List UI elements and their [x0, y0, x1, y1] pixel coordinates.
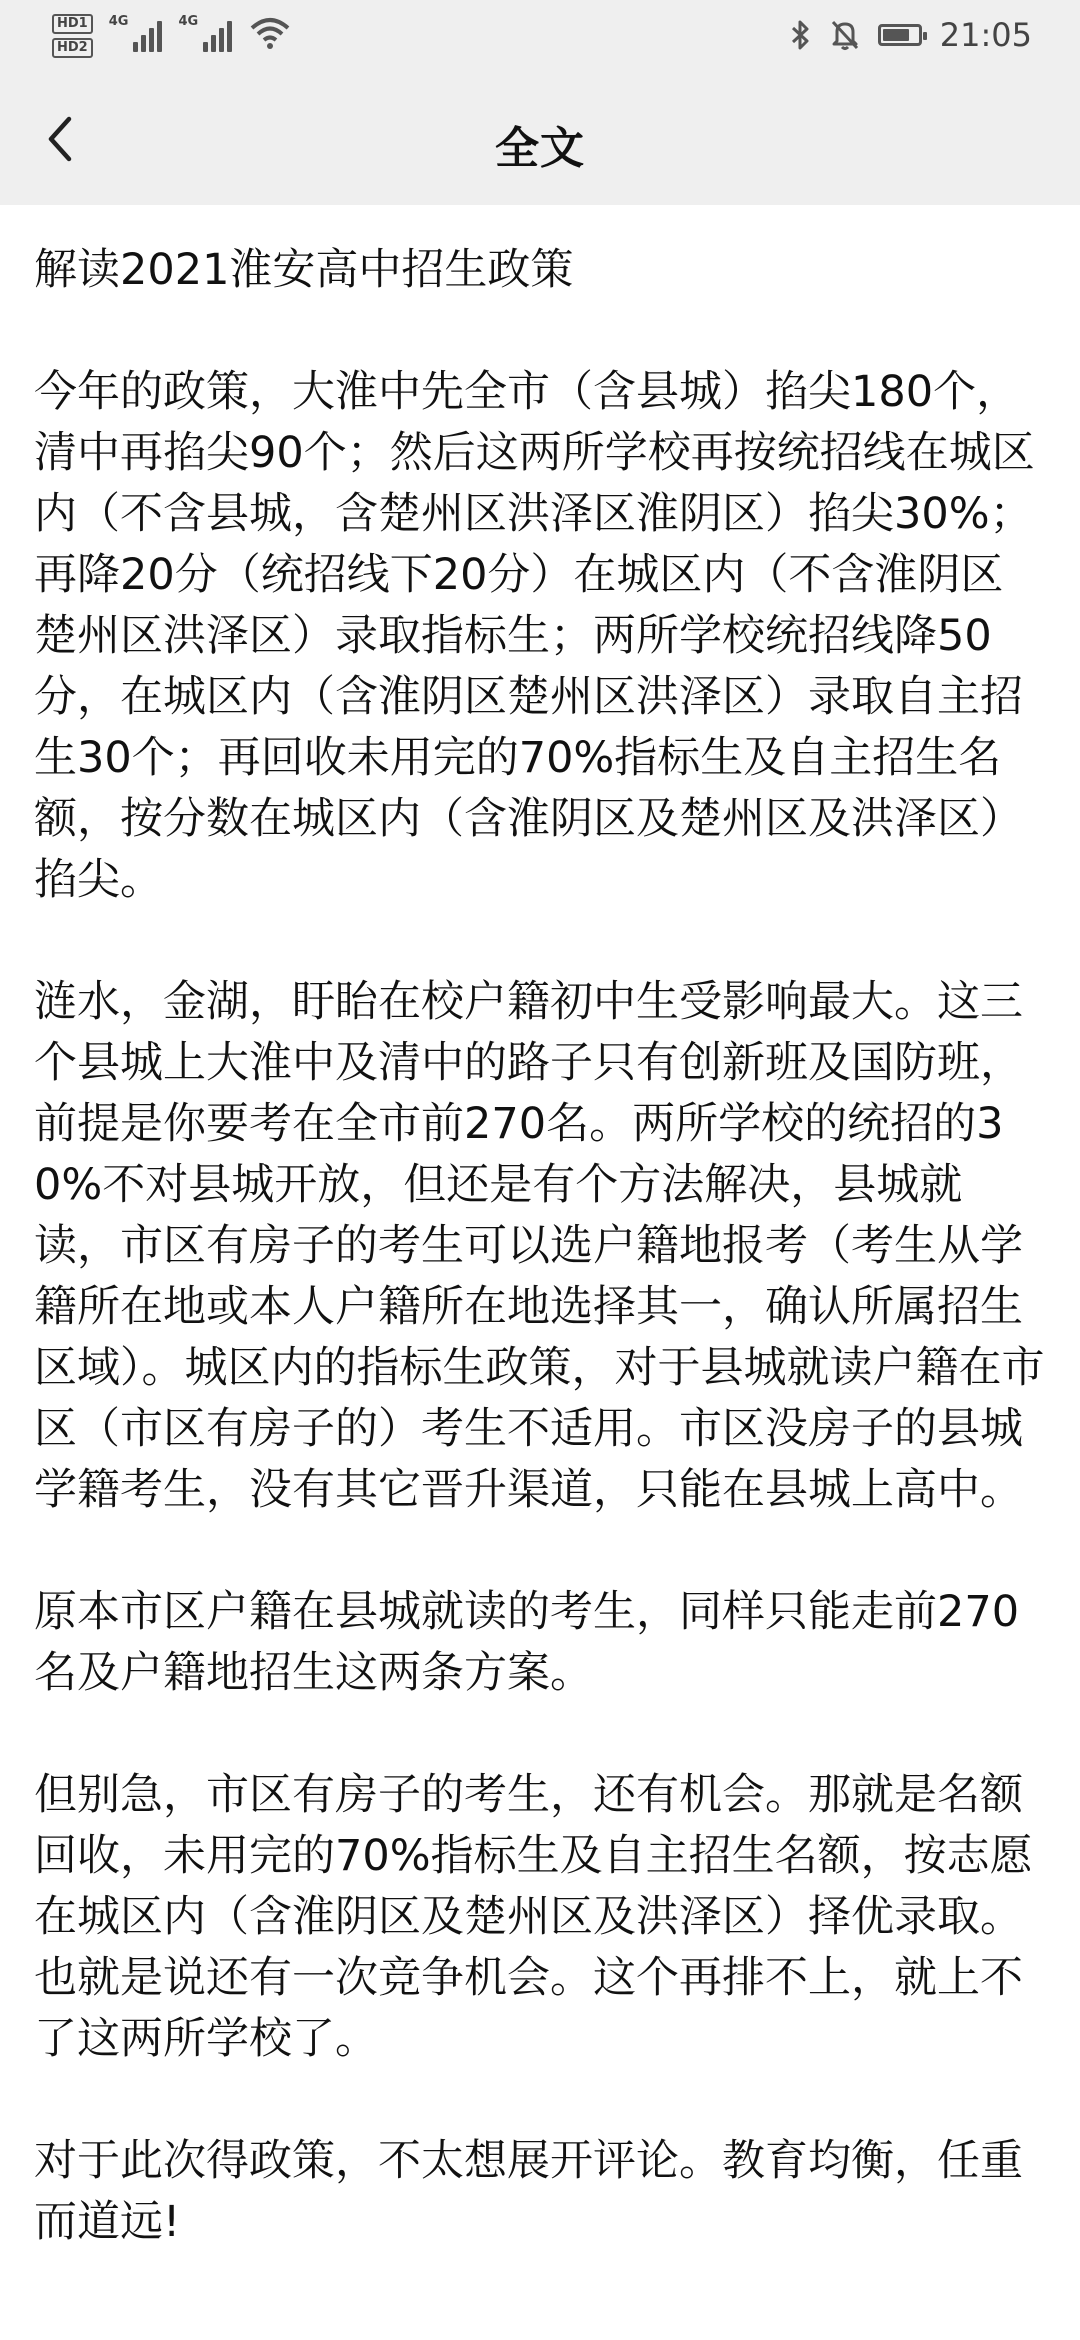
article-paragraph: 今年的政策，大淮中先全市（含县城）掐尖180个，清中再掐尖90个；然后这两所学校再按统招线在城区内（不含县城，含楚州区洪泽区淮阴区）掐尖30%；再降20分（统招线下20分）在城区内（不含淮阴区楚州区洪泽区）录取指标生；两所学校统招线降50分，在城区内（含淮阴区楚州区洪泽区）录取自主招生30个；再回收未用完的70%指标生及自主招生名额，按分数在城区内（含淮阴区及楚州区及洪泽区）掐尖。	[34, 367, 1035, 905]
battery-icon	[878, 24, 922, 46]
status-bar	[0, 0, 1080, 72]
signal-icon	[109, 14, 163, 52]
page-title: 全文	[495, 123, 585, 174]
status-bar-right	[790, 16, 1032, 54]
network-type-label: 4G	[108, 14, 129, 29]
header	[0, 0, 1080, 205]
clock: 21:05	[939, 16, 1032, 54]
bluetooth-icon	[790, 19, 812, 51]
network-type-label: 4G	[178, 14, 199, 29]
signal-icon	[178, 14, 232, 52]
mute-icon	[830, 19, 860, 51]
status-bar-left	[52, 14, 290, 58]
article-heading: 解读2021淮安高中招生政策	[34, 245, 574, 295]
sim2-hd-label: HD2	[52, 38, 93, 58]
article-paragraph: 原本市区户籍在县城就读的考生，同样只能走前270名及户籍地招生这两条方案。	[34, 1587, 1020, 1698]
sim-indicators	[52, 14, 93, 58]
sim1-hd-label: HD1	[52, 14, 93, 34]
wifi-icon	[250, 16, 290, 50]
article-paragraph: 涟水，金湖，盱眙在校户籍初中生受影响最大。这三个县城上大淮中及清中的路子只有创新班及国防班，前提是你要考在全市前270名。两所学校的统招的30%不对县城开放，但还是有个方法解决，县城就读，市区有房子的考生可以选户籍地报考（考生从学籍所在地或本人户籍所在地选择其一，确认所属招生区域）。城区内的指标生政策，对于县城就读户籍在市区（市区有房子的）考生不适用。市区没房子的县城学籍考生，没有其它晋升渠道，只能在县城上高中。	[34, 977, 1045, 1515]
article-body	[34, 240, 1046, 2314]
nav-bar	[0, 72, 1080, 205]
article-paragraph: 对于此次得政策，不太想展开评论。教育均衡，任重而道远!	[34, 2136, 1023, 2247]
battery-level-fill	[883, 29, 909, 41]
article-paragraph: 但别急，市区有房子的考生，还有机会。那就是名额回收，未用完的70%指标生及自主招生名额，按志愿在城区内（含淮阴区及楚州区及洪泽区）择优录取。也就是说还有一次竞争机会。这个再排不上，就上不了这两所学校了。	[34, 1770, 1033, 2064]
